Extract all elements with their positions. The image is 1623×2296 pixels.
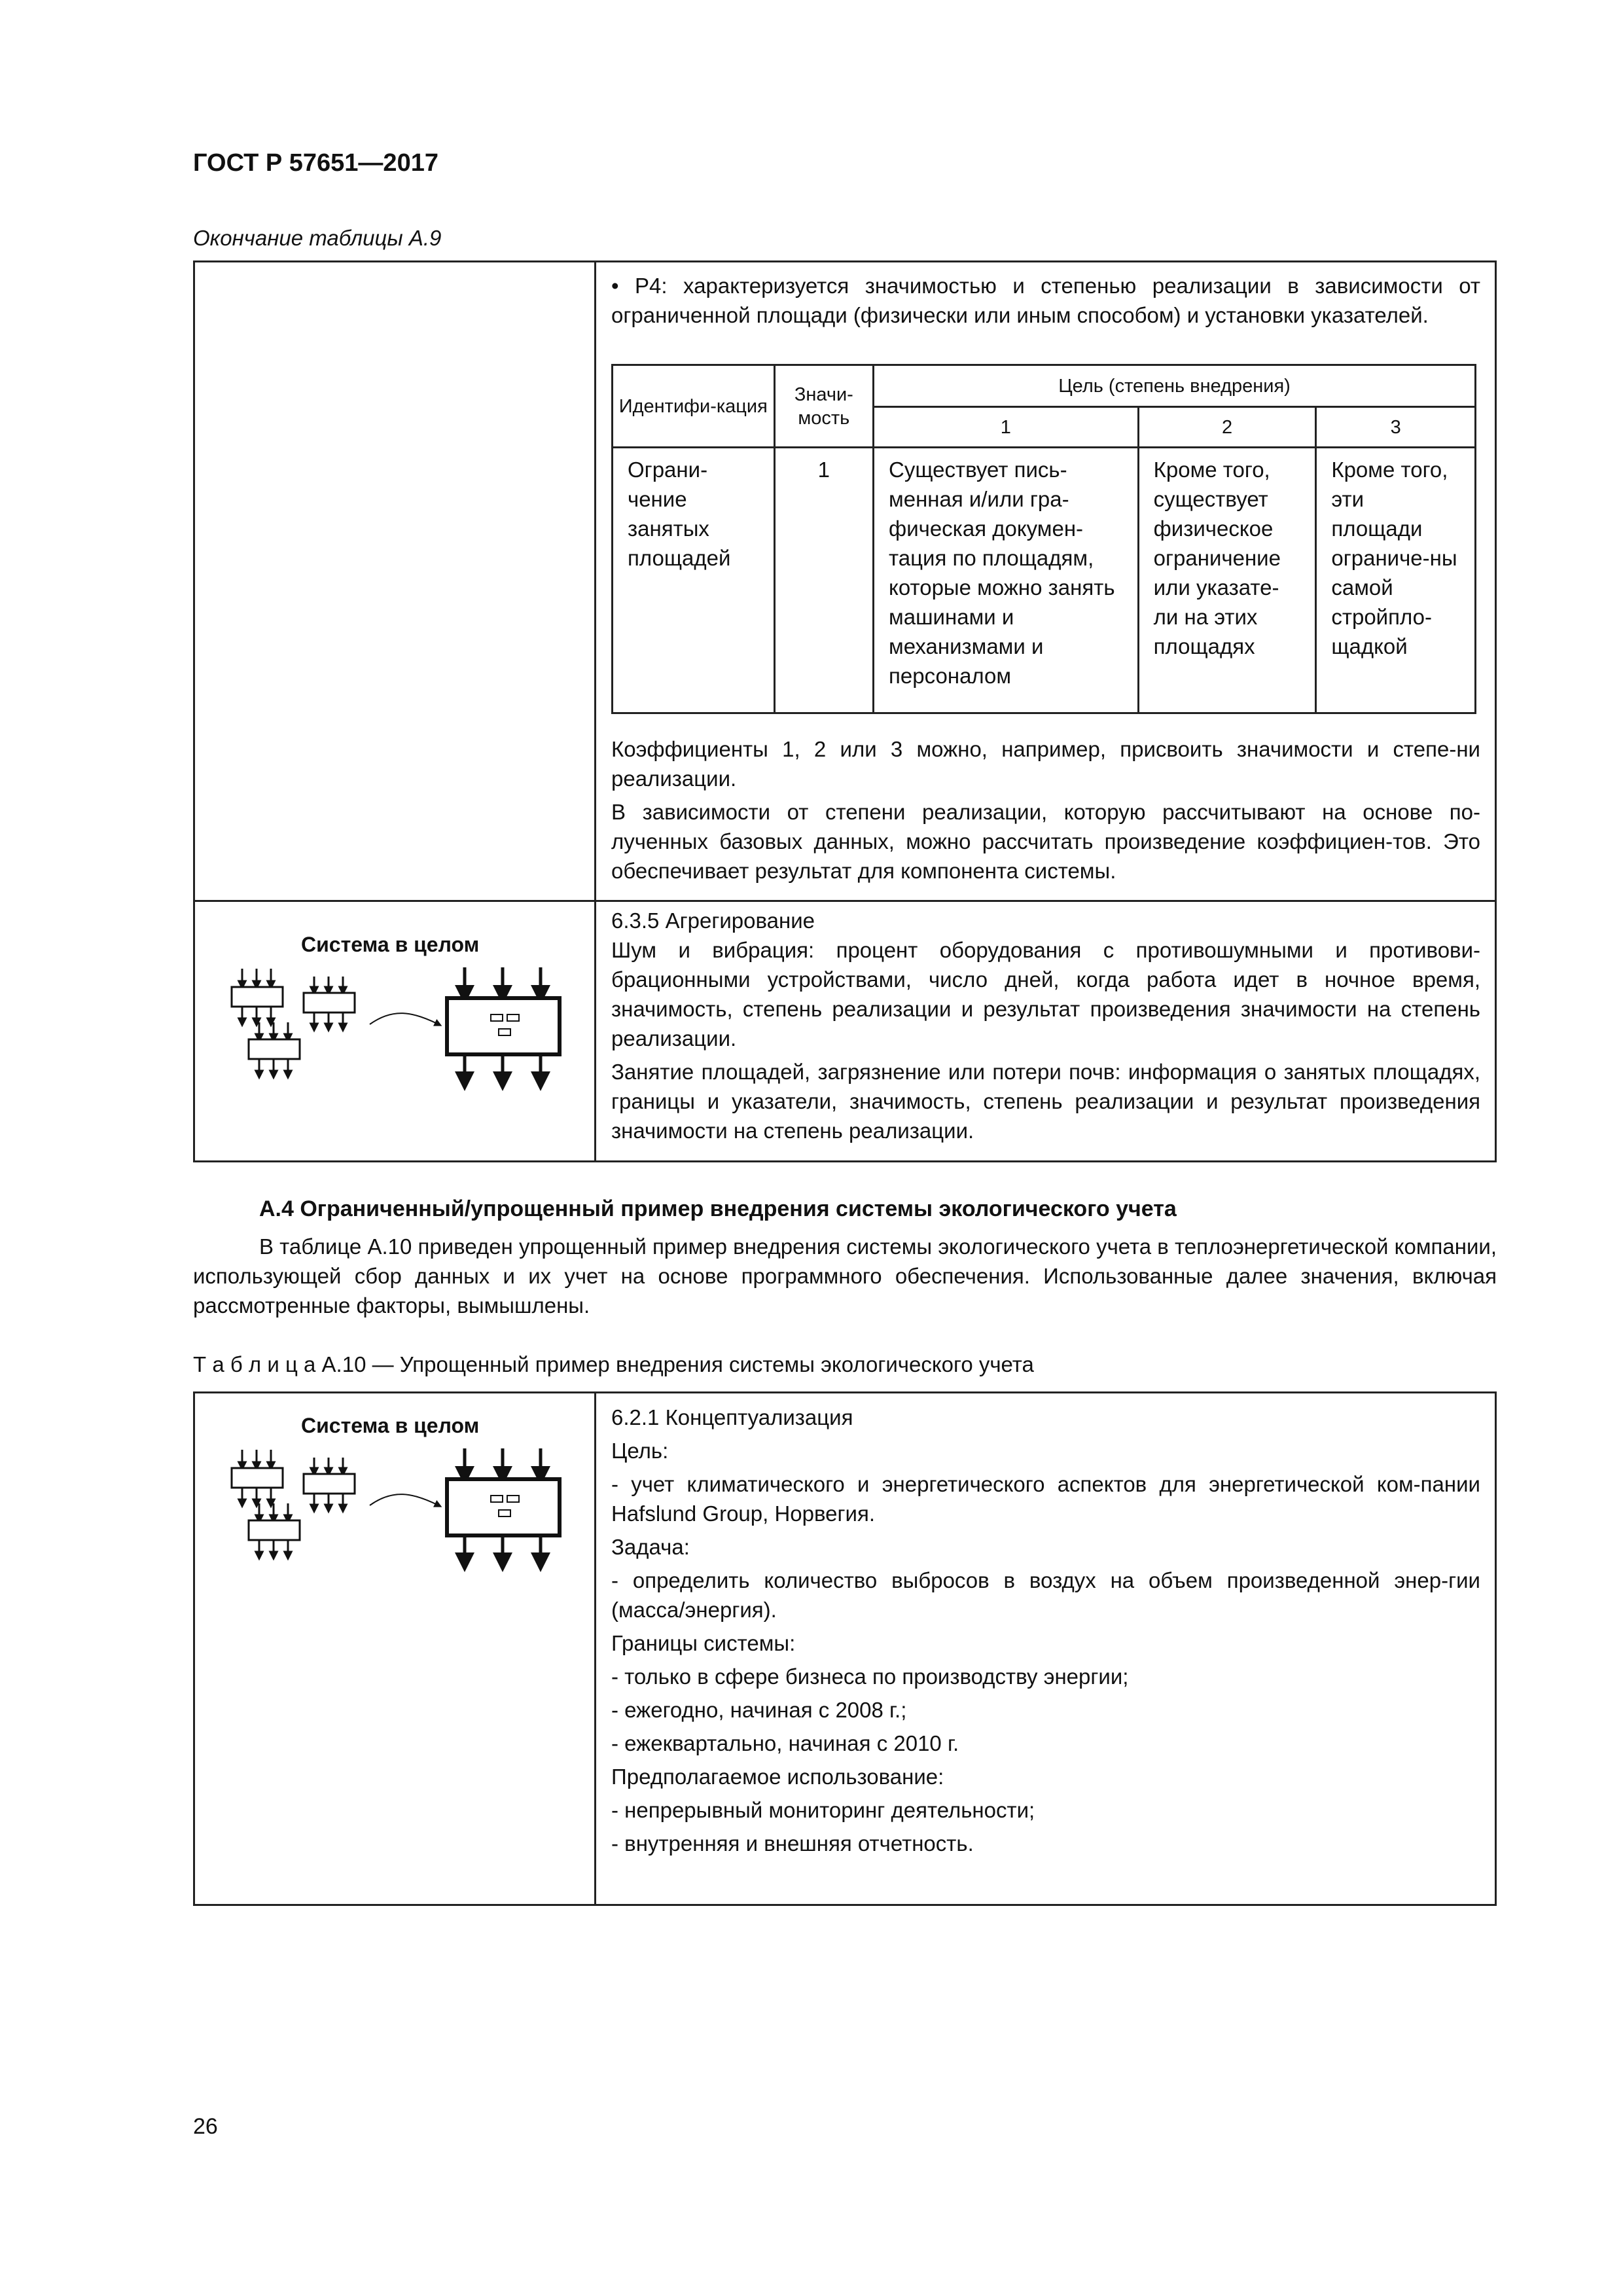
goal-label: Цель: <box>611 1439 669 1463</box>
header-level-1: 1 <box>874 407 1139 448</box>
system-figure-label: Система в целом <box>301 1414 480 1437</box>
table-continuation-caption: Окончание таблицы А.9 <box>193 226 442 250</box>
implementation-level-table <box>611 364 1476 714</box>
usage-item: - внутренняя и внешняя отчетность. <box>611 1831 974 1856</box>
table-a10-caption-text: А.10 — Упрощенный пример внедрения системы экологического учета <box>315 1352 1034 1376</box>
section-a4-paragraph: В таблице А.10 приведен упрощенный пример внедрения системы экологического учета в теплоэнергетической компании, использующей сбор данных и их учет на основе программного обеспечения. Использованные далее значения, включая рассмотренные факторы, вымышлены. <box>193 1234 1497 1318</box>
cell-significance: 1 <box>774 448 873 713</box>
goal-item: - учет климатического и энергетического аспектов для энергетической ком-пании Hafslund Group, Норвегия. <box>611 1472 1480 1526</box>
system-aggregation-diagram <box>223 1443 576 1574</box>
aggregation-block <box>611 906 1480 1149</box>
table-a9-row-divider <box>193 900 1497 902</box>
p4-intro: • Р4: характеризуется значимостью и степенью реализации в зависимости от ограниченной площади (физически или иным способом) и установки указателей. <box>611 274 1480 327</box>
land-use-paragraph: Занятие площадей, загрязнение или потери почв: информация о занятых площадях, границы и указатели, значимость, степень реализации и результат произведения значимости на степень реализации. <box>611 1060 1480 1143</box>
cell-identification: Ограни-чение занятых площадей <box>613 448 775 713</box>
boundaries-item: - только в сфере бизнеса по производству энергии; <box>611 1664 1129 1689</box>
cell-level-2: Кроме того, существует физическое ограничение или указате-ли на этих площадях <box>1138 448 1316 713</box>
aggregation-heading: 6.3.5 Агрегирование <box>611 908 815 933</box>
conceptualization-heading: 6.2.1 Концептуализация <box>611 1405 853 1429</box>
cell-level-1: Существует пись-менная и/или гра-фическая докумен-тация по площадям, которые можно занять машинами и механизмами и персоналом <box>874 448 1139 713</box>
boundaries-label: Границы системы: <box>611 1631 796 1655</box>
coefficients-paragraph: Коэффициенты 1, 2 или 3 можно, например, присвоить значимости и степе-ни реализации. <box>611 737 1480 791</box>
task-label: Задача: <box>611 1535 690 1559</box>
system-aggregation-diagram <box>223 962 576 1093</box>
table-a9-column-divider <box>594 260 596 1162</box>
task-item: - определить количество выбросов в воздух на объем произведенной энер-гии (масса/энергия). <box>611 1568 1480 1622</box>
page-number: 26 <box>193 2114 218 2139</box>
document-code: ГОСТ Р 57651—2017 <box>193 149 438 177</box>
header-goal: Цель (степень внедрения) <box>874 365 1476 407</box>
table-a10-caption <box>193 1352 1034 1377</box>
section-a4-title: А.4 Ограниченный/упрощенный пример внедрения системы экологического учета <box>259 1196 1177 1221</box>
usage-label: Предполагаемое использование: <box>611 1765 944 1789</box>
header-significance: Значи-мость <box>774 365 873 448</box>
header-identification: Идентифи-кация <box>613 365 775 448</box>
noise-vibration-paragraph: Шум и вибрация: процент оборудования с противошумными и противови-брационными устройствами, число дней, когда работа идет в ночное время, значимость, степень реализации и результат произведения значимости на степень реализации. <box>611 938 1480 1050</box>
product-paragraph: В зависимости от степени реализации, которую рассчитывают на основе по-лученных базовых данных, можно рассчитать произведение коэффициен-тов. Это обеспечивает результат для компонента системы. <box>611 800 1480 883</box>
system-figure-label: Система в целом <box>301 933 480 956</box>
row1-notes <box>611 734 1480 889</box>
header-level-3: 3 <box>1316 407 1476 448</box>
boundaries-item: - ежеквартально, начиная с 2010 г. <box>611 1731 959 1755</box>
cell-level-3: Кроме того, эти площади ограниче-ны самой стройпло-щадкой <box>1316 448 1476 713</box>
usage-item: - непрерывный мониторинг деятельности; <box>611 1798 1035 1822</box>
boundaries-item: - ежегодно, начиная с 2008 г.; <box>611 1698 907 1722</box>
table-a10-column-divider <box>594 1391 596 1906</box>
header-level-2: 2 <box>1138 407 1316 448</box>
conceptualization-block <box>611 1403 1480 1862</box>
table-a10-caption-prefix: Т а б л и ц а <box>193 1352 316 1376</box>
